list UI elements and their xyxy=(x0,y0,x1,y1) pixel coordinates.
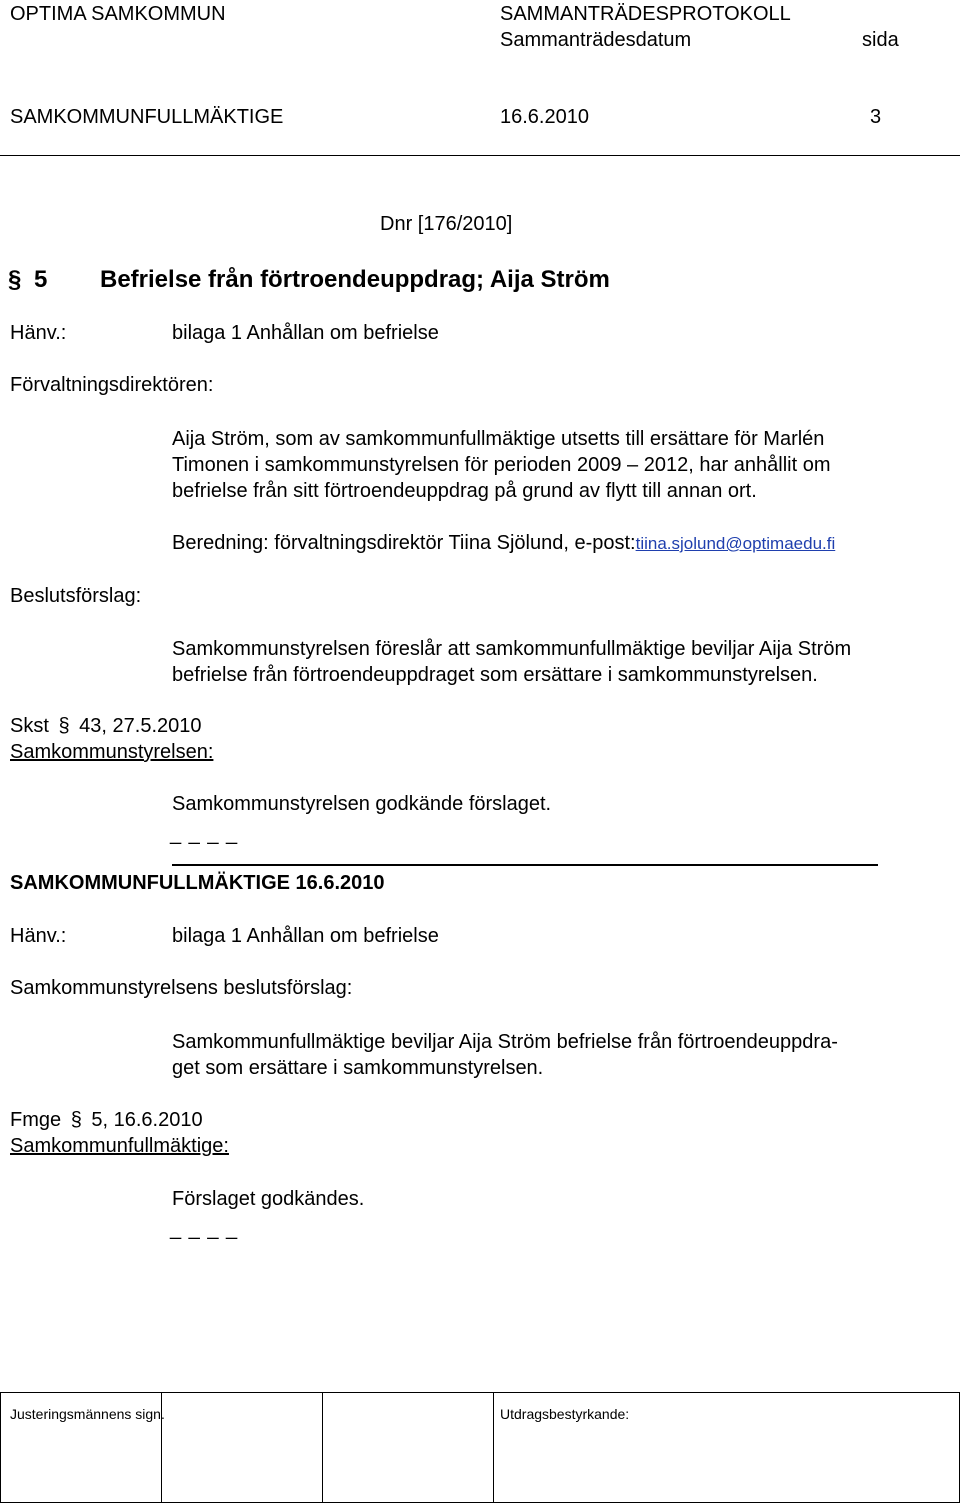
skst-ref: 43, 27.5.2010 xyxy=(79,715,202,737)
document-type: SAMMANTRÄDESPROTOKOLL xyxy=(500,3,791,25)
skst-decision: Samkommunstyrelsen godkände förslaget. xyxy=(172,793,552,815)
director-label: Förvaltningsdirektören: xyxy=(10,374,214,396)
director-statement xyxy=(172,426,831,504)
board-proposal-text xyxy=(172,1029,838,1081)
section-symbol: § xyxy=(8,266,22,293)
section-title xyxy=(8,266,610,294)
skst-prefix: Skst xyxy=(10,715,49,737)
preparation-line xyxy=(172,531,835,556)
footer-left-border xyxy=(0,1392,1,1503)
extract-certification-label: Utdragsbestyrkande: xyxy=(500,1406,630,1422)
skst-label: Samkommunstyrelsen: xyxy=(10,741,214,763)
body-name: SAMKOMMUNFULLMÄKTIGE xyxy=(10,106,284,128)
proposal-text xyxy=(172,636,851,688)
section-heading: Befrielse från förtroendeuppdrag; Aija Ström xyxy=(100,266,610,293)
preparation-text: Beredning: förvaltningsdirektör Tiina Sjölund, e-post: xyxy=(172,532,636,554)
attachment-text: bilaga 1 Anhållan om befrielse xyxy=(172,322,439,344)
section-symbol-icon: § xyxy=(70,1109,82,1131)
section-number: 5 xyxy=(34,266,48,293)
dash-separator: _ _ _ _ xyxy=(170,1218,239,1240)
footer-divider xyxy=(493,1392,494,1503)
board-proposal-line: get som ersättare i samkommunstyrelsen. xyxy=(172,1057,544,1079)
statement-line: Aija Ström, som av samkommunfullmäktige utsetts till ersättare för Marlén xyxy=(172,428,825,450)
reference-label: Hänv.: xyxy=(10,322,67,344)
meeting-date-label: Sammanträdesdatum xyxy=(500,29,692,51)
fmge-decision: Förslaget godkändes. xyxy=(172,1188,365,1210)
org-name: OPTIMA SAMKOMMUN xyxy=(10,3,226,25)
footer-bottom-border xyxy=(0,1502,960,1503)
fullmaktige-heading: SAMKOMMUNFULLMÄKTIGE 16.6.2010 xyxy=(10,872,385,894)
email-link[interactable]: tiina.sjolund@optimaedu.fi xyxy=(635,534,836,553)
fmge-ref: 5, 16.6.2010 xyxy=(91,1109,203,1131)
board-proposal-label: Samkommunstyrelsens beslutsförslag: xyxy=(10,977,353,999)
statement-line: Timonen i samkommunstyrelsen för perioden 2009 – 2012, har anhållit om xyxy=(172,454,831,476)
fmge-reference xyxy=(10,1108,203,1132)
attachment-text: bilaga 1 Anhållan om befrielse xyxy=(172,925,439,947)
header-divider xyxy=(0,155,960,156)
board-proposal-line: Samkommunfullmäktige beviljar Aija Ström befrielse från förtroendeuppdra- xyxy=(172,1031,838,1053)
dash-separator: _ _ _ _ xyxy=(170,823,239,845)
meeting-date: 16.6.2010 xyxy=(500,106,589,128)
dnr: Dnr [176/2010] xyxy=(380,213,513,235)
page-label: sida xyxy=(862,29,899,51)
skst-reference xyxy=(10,714,202,738)
section-symbol-icon: § xyxy=(58,715,70,737)
proposal-label: Beslutsförslag: xyxy=(10,585,142,607)
fmge-prefix: Fmge xyxy=(10,1109,62,1131)
proposal-line: befrielse från förtroendeuppdraget som ersättare i samkommunstyrelsen. xyxy=(172,664,818,686)
footer-top-border xyxy=(0,1392,960,1393)
statement-line: befrielse från sitt förtroendeuppdrag på grund av flytt till annan ort. xyxy=(172,480,757,502)
page-number: 3 xyxy=(870,106,882,128)
footer-divider xyxy=(322,1392,323,1503)
signature-label: Justeringsmännens sign. xyxy=(10,1406,165,1422)
proposal-line: Samkommunstyrelsen föreslår att samkommunfullmäktige beviljar Aija Ström xyxy=(172,638,852,660)
section-divider xyxy=(172,864,878,866)
fmge-label: Samkommunfullmäktige: xyxy=(10,1135,229,1157)
reference-label: Hänv.: xyxy=(10,925,67,947)
